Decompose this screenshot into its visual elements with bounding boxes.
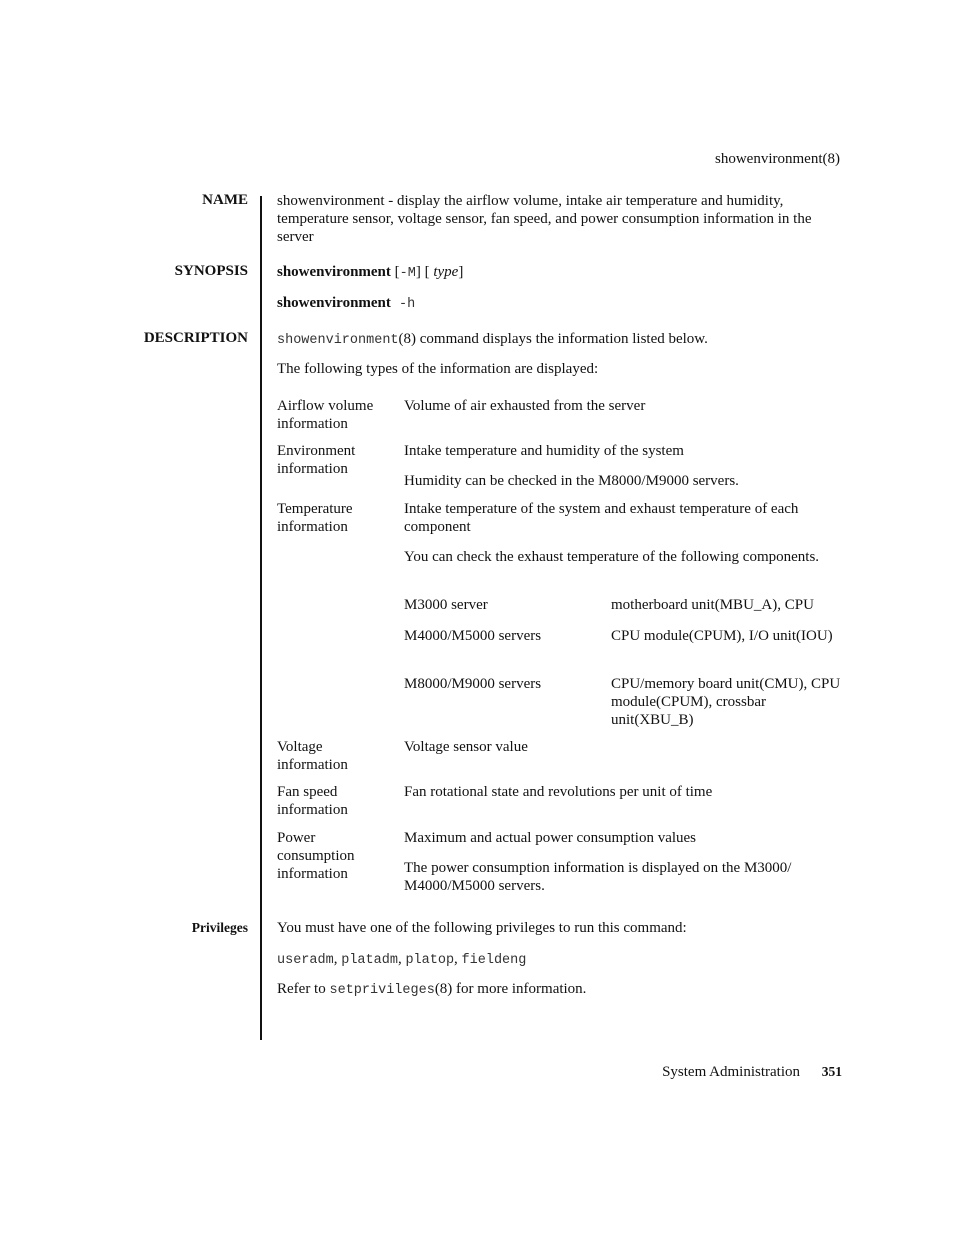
- def-fan: Fan rotational state and revolutions per unit of time: [404, 784, 713, 800]
- privilege-useradm: useradm: [277, 953, 334, 968]
- refer-prefix: Refer to: [277, 981, 330, 997]
- refer-suffix: (8) for more information.: [434, 981, 587, 997]
- privileges-text: You must have one of the following privileges to run this command:: [277, 920, 687, 936]
- def-power-note: The power consumption information is displayed on the M3000/ M4000/M5000 servers.: [404, 860, 792, 894]
- synopsis-command: showenvironment: [277, 264, 391, 280]
- term-environment: Environment information: [277, 443, 356, 477]
- section-rule: [260, 196, 262, 1040]
- term-voltage: Voltage information: [277, 739, 348, 773]
- components-m3000: motherboard unit(MBU_A), CPU: [611, 597, 814, 613]
- synopsis-type-arg: type: [433, 264, 459, 280]
- term-fan: Fan speed information: [277, 784, 348, 818]
- name-heading: NAME: [202, 192, 248, 208]
- synopsis-line-2: [277, 294, 847, 314]
- def-power: Maximum and actual power consumption values: [404, 830, 697, 846]
- term-airflow: Airflow volume information: [277, 398, 374, 432]
- synopsis-bracket-close: ]: [458, 264, 464, 280]
- privileges-list: [277, 950, 847, 970]
- description-command: showenvironment: [277, 333, 399, 348]
- def-voltage: Voltage sensor value: [404, 739, 528, 755]
- types-intro: The following types of the information are displayed:: [277, 361, 599, 377]
- privilege-separator: ,: [397, 951, 406, 967]
- components-m4000: CPU module(CPUM), I/O unit(IOU): [611, 628, 833, 644]
- def-airflow: Volume of air exhausted from the server: [404, 398, 646, 414]
- components-m8000: CPU/memory board unit(CMU), CPU module(CPUM), crossbar unit(XBU_B): [611, 676, 841, 728]
- name-text: showenvironment - display the airflow volume, intake air temperature and humidity, temperature sensor, voltage sensor, fan speed, and power consumption information in the server: [277, 193, 812, 245]
- description-intro-rest: (8) command displays the information listed below.: [398, 331, 708, 347]
- synopsis-line-1: [277, 263, 847, 283]
- synopsis-heading: SYNOPSIS: [174, 263, 248, 279]
- description-intro: [277, 330, 847, 350]
- server-m3000: M3000 server: [404, 597, 488, 613]
- synopsis-command-2: showenvironment: [277, 295, 391, 311]
- description-heading: DESCRIPTION: [143, 330, 248, 346]
- privilege-fieldeng: fieldeng: [461, 953, 527, 968]
- privileges-refer: [277, 980, 847, 1000]
- privilege-platop: platop: [405, 953, 455, 968]
- privilege-separator: ,: [333, 951, 342, 967]
- def-environment: Intake temperature and humidity of the system: [404, 443, 684, 459]
- def-temperature: Intake temperature of the system and exhaust temperature of each component: [404, 501, 799, 535]
- privilege-separator: ,: [454, 951, 462, 967]
- term-power: Power consumption information: [277, 830, 355, 882]
- synopsis-bracket-open: [: [390, 264, 400, 280]
- server-m8000: M8000/M9000 servers: [404, 676, 542, 692]
- privilege-platadm: platadm: [341, 953, 398, 968]
- running-title: showenvironment(8): [715, 151, 840, 167]
- synopsis-bracket-mid: ] [: [415, 264, 434, 280]
- synopsis-option-h: -h: [390, 297, 416, 312]
- def-temperature-note: You can check the exhaust temperature of the following components.: [404, 549, 820, 565]
- synopsis-option-m: -M: [399, 266, 416, 281]
- term-temperature: Temperature information: [277, 501, 353, 535]
- privileges-heading: Privileges: [191, 920, 248, 935]
- page-number: 351: [821, 1064, 842, 1079]
- refer-command: setprivileges: [329, 983, 435, 998]
- footer-section: System Administration: [662, 1064, 800, 1080]
- server-m4000: M4000/M5000 servers: [404, 628, 542, 644]
- def-environment-note: Humidity can be checked in the M8000/M9000 servers.: [404, 473, 739, 489]
